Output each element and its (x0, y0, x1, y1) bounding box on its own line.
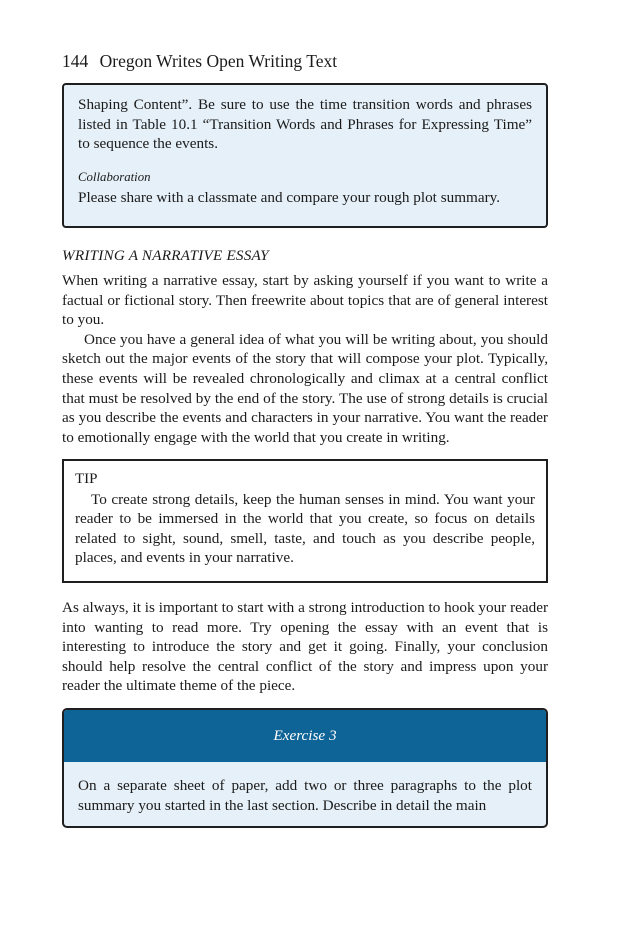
book-title: Oregon Writes Open Writing Text (99, 51, 338, 71)
paragraph-3: As always, it is important to start with a strong introduction to hook your reader into wanting to read more. Try opening the essay with an event that is interesting to introduce the story and get it going. Finally, your conclusion should help resolve the central conflict of the story and impress upon your reader the ultimate theme of the piece. (62, 599, 548, 695)
body-text-top (62, 271, 548, 447)
page-number: 144 (62, 51, 89, 71)
exercise-title: Exercise 3 (64, 710, 546, 762)
collaboration-text: Please share with a classmate and compare your rough plot summary. (78, 188, 501, 206)
paragraph-1: When writing a narrative essay, start by asking yourself if you want to write a factual or fictional story. Then freewrite about topics that are of general interest to you. (62, 272, 548, 329)
tip-label: TIP (75, 471, 98, 487)
continuation-text: Shaping Content”. Be sure to use the time transition words and phrases listed in Table 10.1 “Transition Words and Phrases for Expressing Time” to sequence the events. (78, 96, 532, 153)
section-heading: WRITING A NARRATIVE ESSAY (62, 247, 269, 264)
exercise-text: On a separate sheet of paper, add two or three paragraphs to the plot summary you started in the last section. Describe in detail the main (78, 777, 532, 814)
exercise-body (64, 762, 546, 815)
body-text-bottom (62, 598, 548, 696)
collaboration-box (62, 83, 548, 228)
tip-box (62, 459, 548, 583)
collaboration-label: Collaboration (78, 169, 151, 184)
page-header (62, 50, 552, 72)
paragraph-2: Once you have a general idea of what you will be writing about, you should sketch out the major events of the story that will compose your plot. Typically, these events will be revealed chronologically and climax at a central conflict that must be resolved by the end of the story. The use of strong details is crucial as you describe the events and characters in your narrative. You want the reader to emotionally engage with the world that you create in writing. (62, 330, 548, 446)
tip-text: To create strong details, keep the human senses in mind. You want your reader to be immersed in the world that you create, so focus on details related to sight, sound, smell, taste, and touch as you describe people, places, and events in your narrative. (75, 490, 535, 567)
exercise-box (62, 708, 548, 828)
